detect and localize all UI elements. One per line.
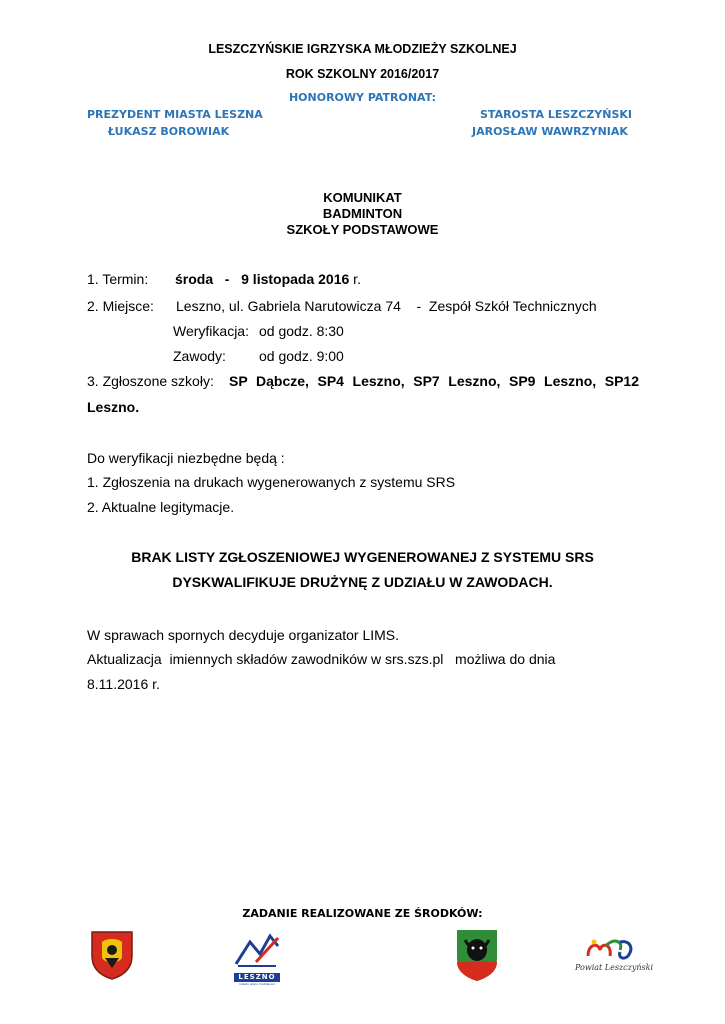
leszno-crest-logo: [88, 928, 136, 980]
patron-left-name: ŁUKASZ BOROWIAK: [108, 125, 230, 138]
doc-title-line1: KOMUNIKAT: [323, 190, 402, 205]
requirements-intro: Do weryfikacji niezbędne będą :: [87, 450, 285, 466]
powiat-logo-text: Powiat Leszczyński: [574, 963, 654, 972]
leszno-logo-subtext: miasto wielu możliwości: [238, 982, 276, 986]
doc-title-line2: BADMINTON: [322, 206, 403, 221]
place-label: 2. Miejsce:: [87, 298, 154, 314]
requirement-item-2: 2. Aktualne legitymacje.: [87, 499, 235, 515]
doc-title-line3: SZKOŁY PODSTAWOWE: [286, 222, 439, 237]
patron-left-title: PREZYDENT MIASTA LESZNA: [87, 108, 263, 121]
requirement-item-1: 1. Zgłoszenia na drukach wygenerowanych z systemu SRS: [87, 474, 456, 490]
term-label: 1. Termin:: [87, 271, 149, 287]
note-line3: 8.11.2016 r.: [87, 676, 160, 692]
place-value: Leszno, ul. Gabriela Narutowicza 74 - Zespół Szkół Technicznych: [176, 298, 597, 314]
verification-label: Weryfikacja:: [173, 323, 249, 339]
powiat-leszczynski-logo: [574, 936, 654, 978]
patron-right-title: STAROSTA LESZCZYŃSKI: [480, 108, 633, 121]
note-line1: W sprawach spornych decyduje organizator LIMS.: [87, 627, 400, 643]
patron-right-name: JAROSŁAW WAWRZYNIAK: [472, 125, 628, 138]
schools-label: 3. Zgłoszone szkoły:: [87, 373, 214, 389]
header-title-line1: LESZCZYŃSKIE IGRZYSKA MŁODZIEŻY SZKOLNEJ: [208, 42, 517, 56]
term-suffix: r.: [349, 271, 361, 287]
competition-label: Zawody:: [173, 348, 226, 364]
leszno-logo-text: LESZNO: [234, 973, 280, 982]
funding-label: ZADANIE REALIZOWANE ZE ŚRODKÓW:: [242, 907, 483, 920]
verification-value: od godz. 8:30: [259, 323, 344, 339]
leszno-city-logo: [234, 932, 280, 984]
competition-value: od godz. 9:00: [259, 348, 344, 364]
note-line2: Aktualizacja imiennych składów zawodników w srs.szs.pl możliwa do dnia: [87, 651, 556, 667]
header-title-line2: ROK SZKOLNY 2016/2017: [285, 67, 440, 81]
term-date: środa - 9 listopada 2016: [175, 271, 350, 287]
powiat-crest-logo: [455, 928, 499, 982]
warning-line1: BRAK LISTY ZGŁOSZENIOWEJ WYGENEROWANEJ Z SYSTEMU SRS: [131, 549, 594, 565]
term-value: [175, 271, 361, 287]
schools-list-cont: Leszno.: [87, 399, 140, 415]
patronage-label: HONOROWY PATRONAT:: [288, 91, 437, 104]
schools-list: SP Dąbcze, SP4 Leszno, SP7 Leszno, SP9 Leszno, SP12: [229, 373, 639, 389]
warning-line2: DYSKWALIFIKUJE DRUŻYNĘ Z UDZIAŁU W ZAWODACH.: [172, 574, 553, 590]
